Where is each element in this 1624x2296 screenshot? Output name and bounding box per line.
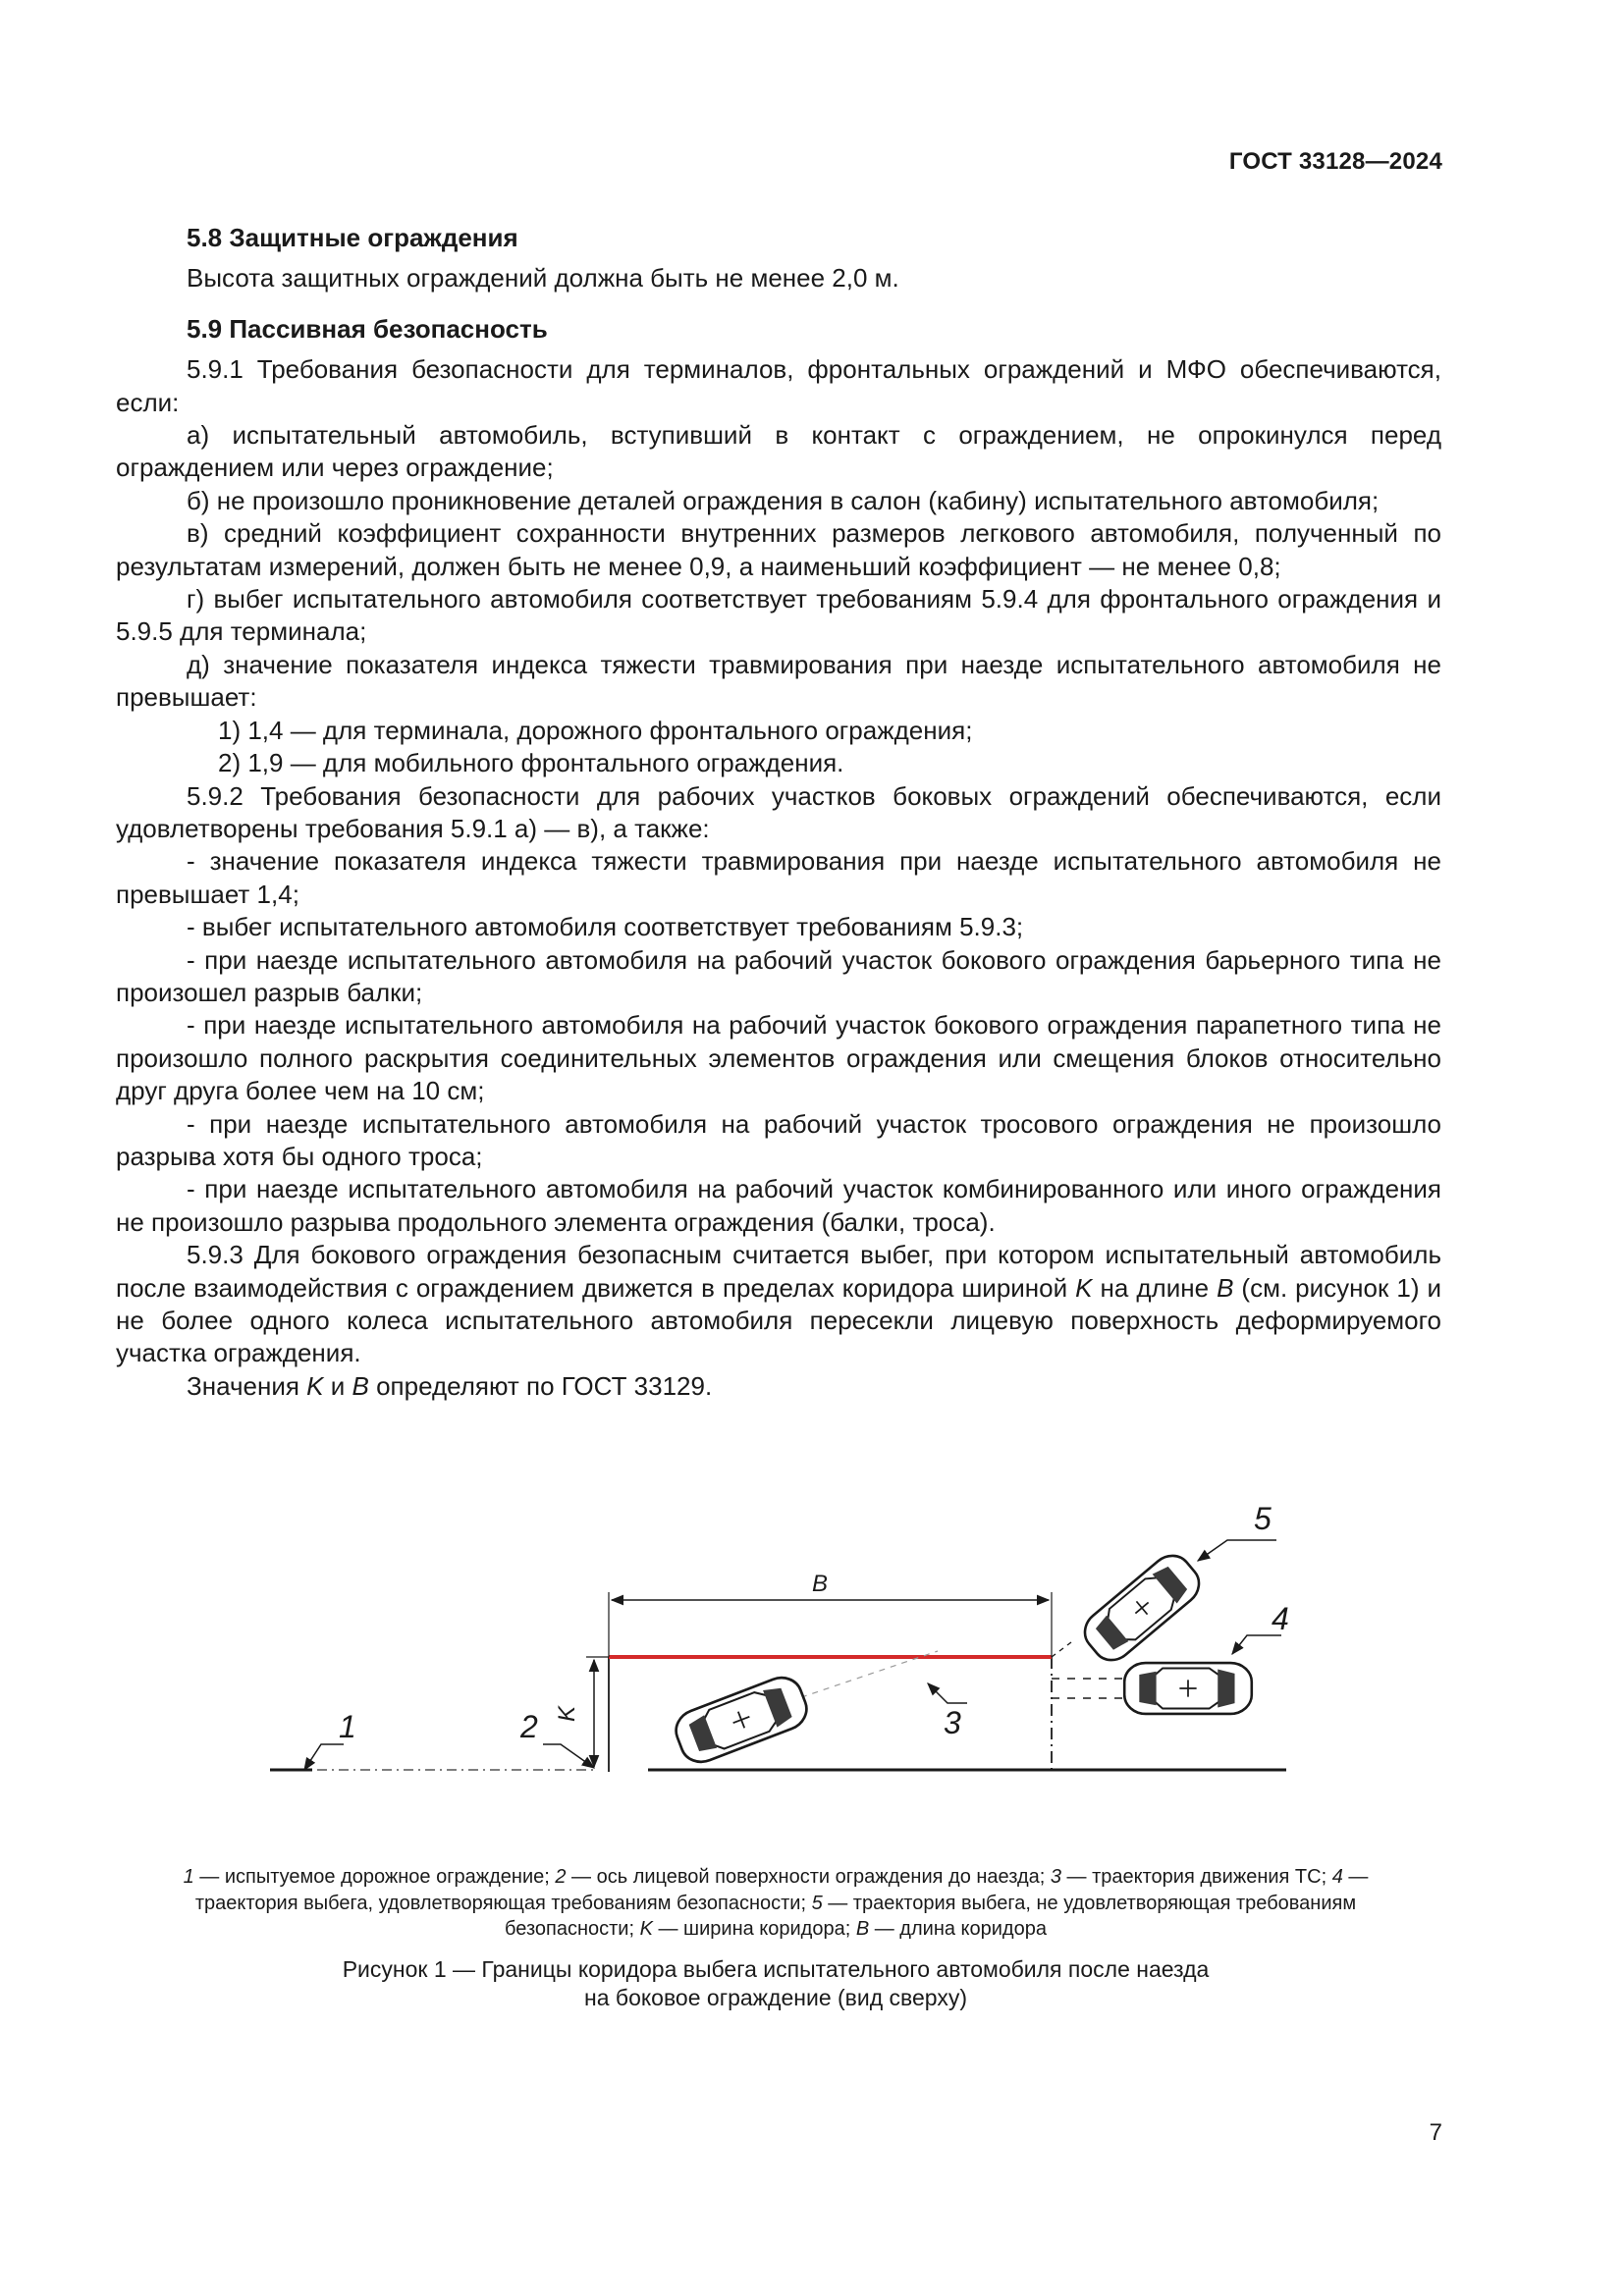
label-4: 4 [1272, 1601, 1289, 1636]
dimension-k-label: K [554, 1705, 580, 1723]
dash-item-2: - выбег испытательного автомобиля соответствует требованиям 5.9.3; [187, 912, 1024, 942]
caption-line-2: на боковое ограждение (вид сверху) [584, 1985, 967, 2010]
document-code: ГОСТ 33128—2024 [1228, 148, 1442, 175]
section-5-8-title: 5.8 Защитные ограждения [187, 223, 518, 252]
car-outside-corridor-icon [1077, 1547, 1208, 1668]
dash-item-3: - при наезде испытательного автомобиля на рабочий участок бокового ограждения барьерного типа не произошел разрыв балки; [116, 944, 1441, 1007]
car-safe-runout-icon [1124, 1663, 1252, 1714]
label-3: 3 [944, 1705, 961, 1740]
section-5-9-title: 5.9 Пассивная безопасность [187, 313, 548, 344]
symbol-B: B [1217, 1272, 1234, 1303]
trajectory-5-dashed [1052, 1639, 1075, 1657]
label-1: 1 [339, 1709, 356, 1744]
paragraph-k-b-values: Значения K и B определяют по ГОСТ 33129. [187, 1370, 713, 1401]
paragraph-5-9-2: 5.9.2 Требования безопасности для рабочих участков боковых ограждений обеспечиваются, если удовлетворены требования 5.9.1 а) — в), а также: [116, 780, 1441, 843]
section-5-8-text: Высота защитных ограждений должна быть не менее 2,0 м. [187, 263, 899, 294]
label-2: 2 [520, 1709, 538, 1744]
item-g: г) выбег испытательного автомобиля соответствует требованиям 5.9.4 для фронтального ограждения и 5.9.5 для терминала; [116, 584, 1441, 647]
item-a: а) испытательный автомобиль, вступивший в контакт с ограждением, не опрокинулся перед ограждением или через ограждение; [116, 420, 1441, 483]
leader-3 [928, 1683, 967, 1703]
label-5: 5 [1254, 1501, 1272, 1536]
paragraph-5-9-3: 5.9.3 Для бокового ограждения безопасным считается выбег, при котором испытательный автомобиль после взаимодействия с ограждением движется в пределах коридора шириной K на длине B (см. рисунок 1) и не более одного колеса испытательного автомобиля пересекли лицевую поверхность деформируемого участка ограждения. [116, 1240, 1442, 1368]
leader-5 [1198, 1540, 1276, 1561]
item-v: в) средний коэффициент сохранности внутренних размеров легкового автомобиля, полученный по результатам измерений, должен быть не менее 0,9, а наименьший коэффициент — не менее 0,8; [116, 518, 1441, 581]
dash-item-1: - значение показателя индекса тяжести травмирования при наезде испытательного автомобиля не превышает 1,4; [116, 846, 1441, 909]
leader-4 [1232, 1635, 1281, 1654]
item-d: д) значение показателя индекса тяжести травмирования при наезде испытательного автомобиля не превышает: [116, 649, 1441, 713]
item-d-1: 1) 1,4 — для терминала, дорожного фронтального ограждения; [218, 715, 973, 745]
paragraph-5-9-1: 5.9.1 Требования безопасности для терминалов, фронтальных ограждений и МФО обеспечиваются, если: [116, 354, 1441, 417]
dash-item-4: - при наезде испытательного автомобиля на рабочий участок бокового ограждения парапетного типа не произошло полного раскрытия соединительных элементов ограждения или смещения блоков относительно друг друга более чем на 10 см; [116, 1010, 1441, 1106]
leader-1 [304, 1744, 344, 1770]
figure-1-diagram [250, 1492, 1330, 1816]
dash-item-5: - при наезде испытательного автомобиля на рабочий участок тросового ограждения не произошло разрыва хотя бы одного троса; [116, 1108, 1441, 1171]
page-number: 7 [1429, 2119, 1442, 2146]
leader-2 [543, 1744, 594, 1768]
item-d-2: 2) 1,9 — для мобильного фронтального ограждения. [218, 748, 844, 778]
dash-item-6: - при наезде испытательного автомобиля на рабочий участок комбинированного или иного ограждения не произошло разрыва продольного элемента ограждения (балки, троса). [116, 1174, 1441, 1237]
figure-caption [182, 1955, 1370, 2012]
caption-line-1: Рисунок 1 — Границы коридора выбега испытательного автомобиля после наезда [342, 1956, 1210, 1982]
dimension-b-label: B [811, 1571, 829, 1597]
figure-legend: 1 — испытуемое дорожное ограждение; 2 — ось лицевой поверхности ограждения до наезда; 3 — траектория движения ТС; 4 — траектория выбега, удовлетворяющая требованиям безопасности; 5 — траектория выбега, не удовлетворяющая требованиям безопасности; K — ширина коридора; B — длина коридора [183, 1866, 1369, 1940]
car-in-corridor-icon [671, 1672, 813, 1768]
item-b: б) не произошло проникновение деталей ограждения в салон (кабину) испытательного автомобиля; [187, 485, 1380, 515]
document-body [116, 222, 1441, 1403]
symbol-K: K [1075, 1272, 1093, 1303]
